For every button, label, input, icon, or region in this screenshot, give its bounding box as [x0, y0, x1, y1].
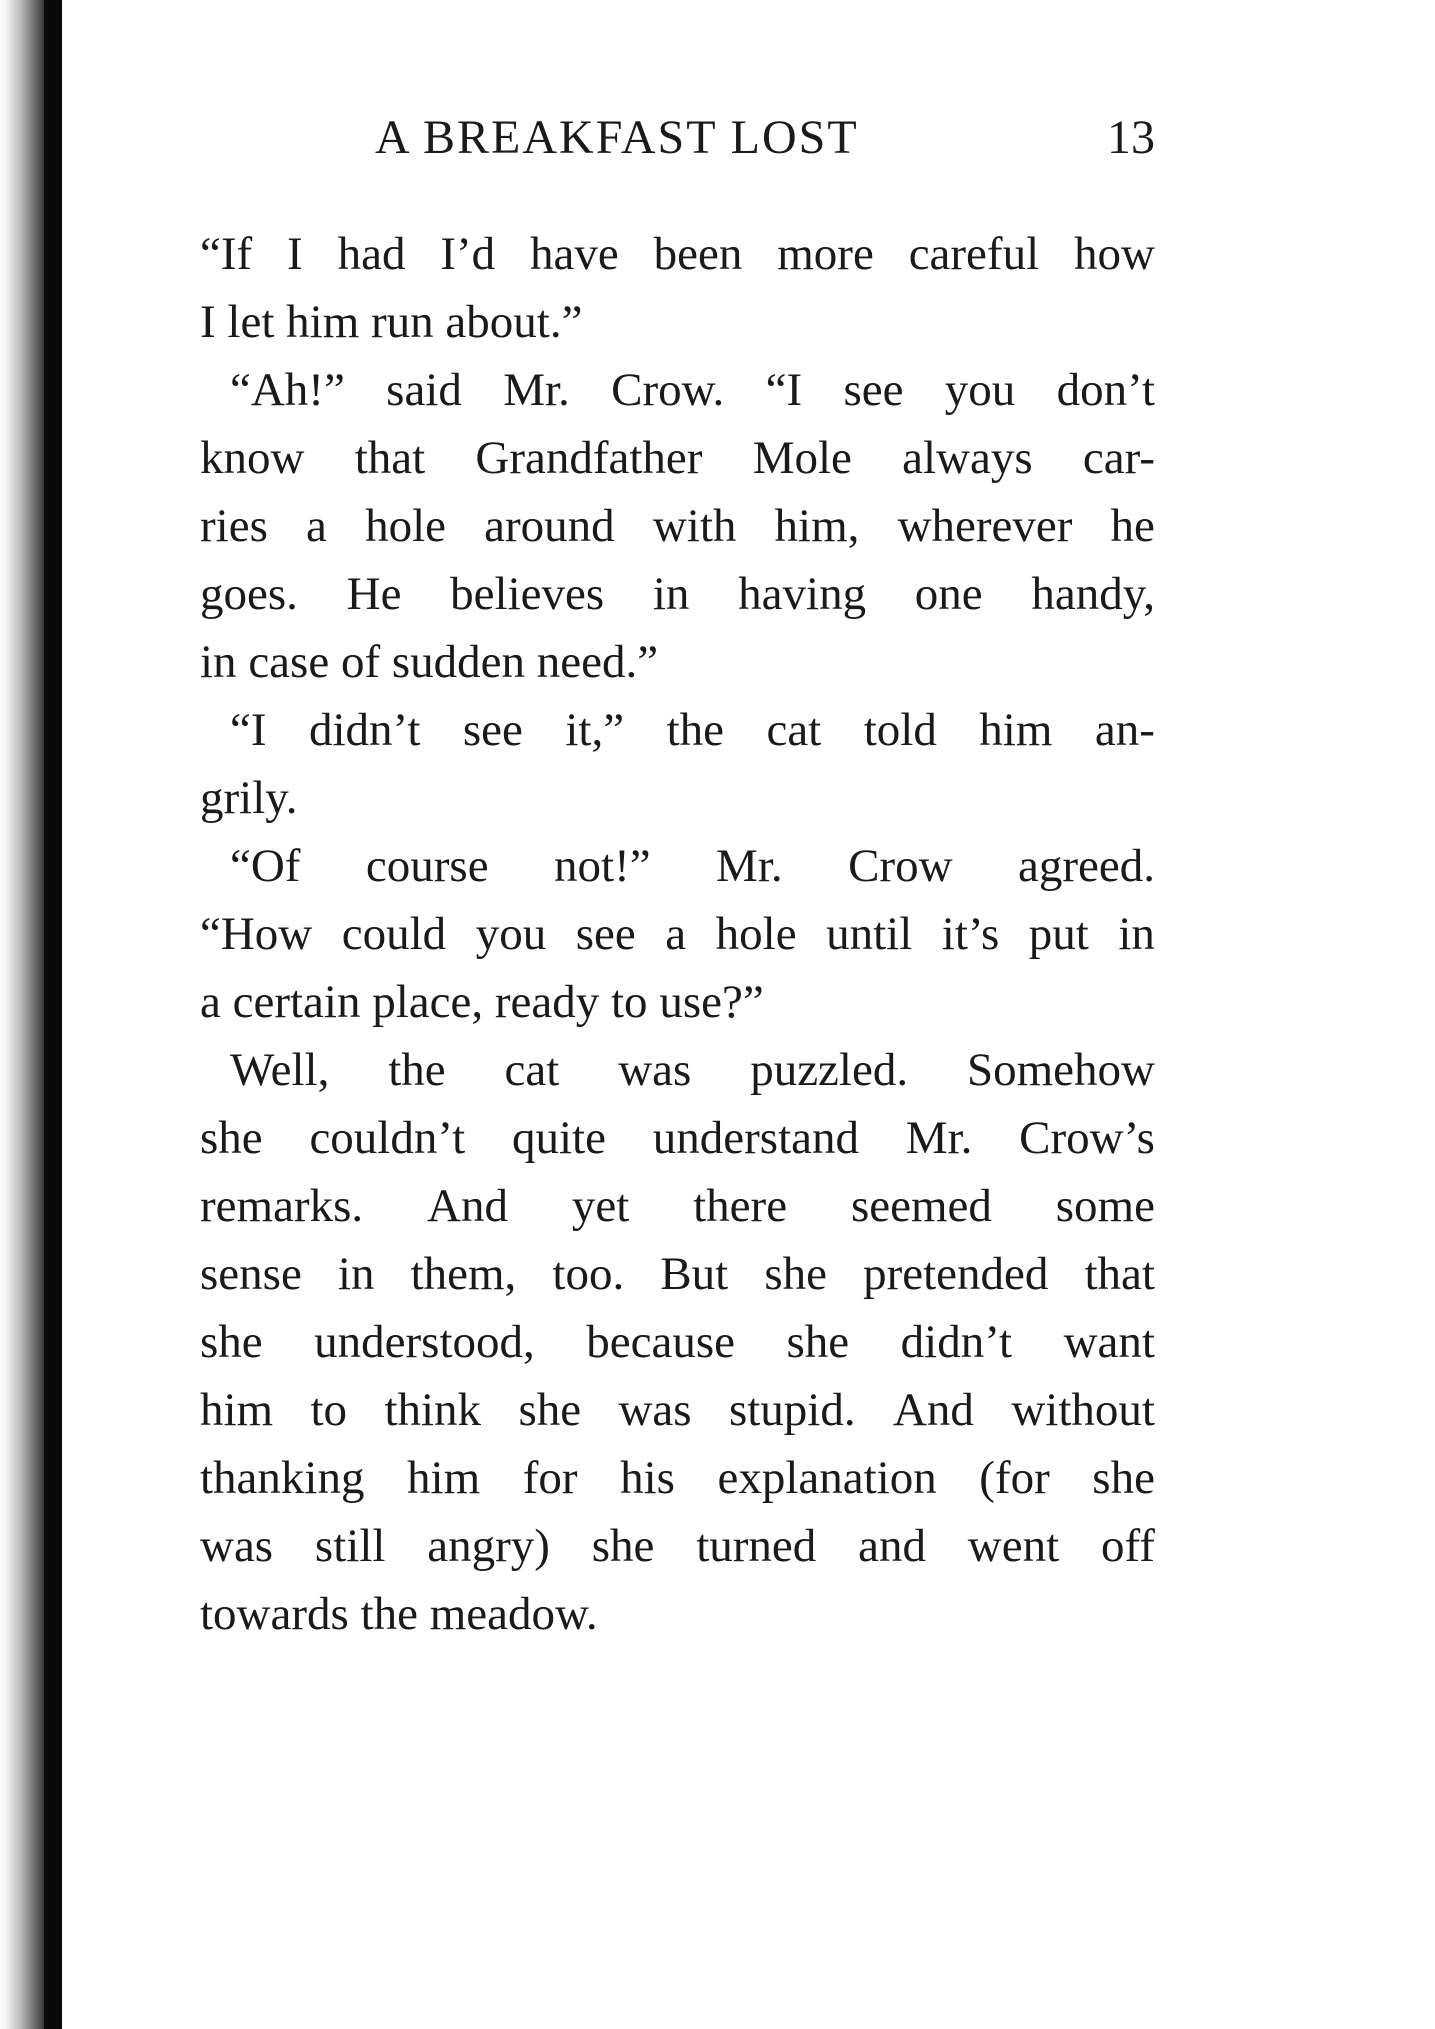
- word: Mr.: [503, 364, 570, 416]
- word: hole: [715, 908, 797, 960]
- word: one: [914, 568, 983, 620]
- word: “I: [765, 364, 803, 416]
- word: about.”: [445, 296, 583, 348]
- word: meadow.: [429, 1588, 598, 1640]
- word: she: [200, 1112, 263, 1164]
- word: more: [777, 228, 874, 280]
- word: and: [858, 1520, 926, 1572]
- word: you: [475, 908, 547, 960]
- word: off: [1100, 1520, 1155, 1572]
- word: want: [1063, 1316, 1155, 1368]
- word: Crow’s: [1019, 1112, 1155, 1164]
- word: she: [518, 1384, 582, 1436]
- word: don’t: [1056, 364, 1155, 416]
- word: not!”: [554, 840, 651, 892]
- word: Somehow: [966, 1044, 1155, 1096]
- text-line: [200, 1172, 1155, 1240]
- word: agreed.: [1017, 840, 1155, 892]
- word: sense: [200, 1248, 302, 1300]
- word: the: [388, 1044, 446, 1096]
- word: “I: [230, 704, 267, 756]
- word: run: [371, 296, 446, 348]
- word: she: [591, 1520, 655, 1572]
- word: know: [200, 432, 305, 484]
- word: see: [462, 704, 523, 756]
- word: seemed: [850, 1180, 992, 1232]
- word: she: [200, 1316, 263, 1368]
- word: case: [248, 636, 341, 688]
- word: in: [1118, 908, 1155, 960]
- page-header: [200, 110, 1155, 180]
- word: you: [944, 364, 1016, 416]
- word: too.: [552, 1248, 625, 1300]
- text-line: [200, 492, 1155, 560]
- word: she: [764, 1248, 827, 1300]
- page-number: 13: [1107, 111, 1155, 164]
- text-line: [200, 288, 1155, 356]
- word: there: [693, 1180, 788, 1232]
- word: been: [653, 228, 743, 280]
- word: angry): [427, 1520, 550, 1572]
- word: understand: [652, 1112, 859, 1164]
- word: have: [530, 228, 619, 280]
- word: that: [354, 432, 426, 484]
- text-line: [200, 1444, 1155, 1512]
- word: said: [386, 364, 462, 416]
- word: cat: [504, 1044, 560, 1096]
- word: hole: [365, 500, 446, 552]
- word: remarks.: [200, 1180, 364, 1232]
- text-line: [200, 356, 1155, 424]
- word: it’s: [941, 908, 1000, 960]
- book-spine-edge: [44, 0, 62, 2029]
- word: had: [337, 228, 406, 280]
- word: she: [786, 1316, 850, 1368]
- word: a: [665, 908, 687, 960]
- word: his: [620, 1452, 675, 1504]
- word: explanation: [717, 1452, 937, 1504]
- word: Well,: [230, 1044, 330, 1096]
- word: ries: [200, 500, 268, 552]
- word: use?”: [659, 976, 764, 1028]
- word: could: [341, 908, 447, 960]
- word: pretended: [863, 1248, 1049, 1300]
- word: until: [826, 908, 913, 960]
- text-line: [200, 1308, 1155, 1376]
- word: yet: [571, 1180, 630, 1232]
- word: him: [979, 704, 1053, 756]
- text-line: [200, 424, 1155, 492]
- word: how: [1074, 228, 1155, 280]
- word: Crow.: [611, 364, 725, 416]
- word: always: [902, 432, 1033, 484]
- word: the: [666, 704, 724, 756]
- word: in: [337, 1248, 375, 1300]
- word: him: [286, 296, 372, 348]
- word: that: [1084, 1248, 1155, 1300]
- word: was: [618, 1384, 692, 1436]
- word: sudden: [391, 636, 537, 688]
- text-line: [200, 764, 1155, 832]
- word: Mr.: [905, 1112, 973, 1164]
- word: towards: [200, 1588, 361, 1640]
- word: turned: [696, 1520, 817, 1572]
- word: (for: [979, 1452, 1050, 1504]
- word: goes.: [200, 568, 298, 620]
- word: puzzled.: [750, 1044, 909, 1096]
- word: in: [200, 636, 249, 688]
- text-line: [200, 1240, 1155, 1308]
- word: put: [1028, 908, 1089, 960]
- word: I: [287, 228, 303, 280]
- word: Grandfather: [475, 432, 703, 484]
- running-title: A BREAKFAST LOST: [375, 111, 859, 164]
- word: an-: [1094, 704, 1155, 756]
- word: ready: [494, 976, 611, 1028]
- word: without: [1011, 1384, 1155, 1436]
- word: didn’t: [308, 704, 421, 756]
- word: with: [652, 500, 737, 552]
- word: to: [611, 976, 660, 1028]
- word: in: [652, 568, 690, 620]
- word: him: [407, 1452, 481, 1504]
- word: Mr.: [716, 840, 783, 892]
- word: But: [660, 1248, 729, 1300]
- text-line: [200, 968, 1155, 1036]
- word: because: [586, 1316, 736, 1368]
- text-line: [200, 560, 1155, 628]
- text-line: [200, 220, 1155, 288]
- word: was: [200, 1520, 274, 1572]
- word: wherever: [897, 500, 1073, 552]
- word: stupid.: [728, 1384, 856, 1436]
- word: “If: [200, 228, 253, 280]
- word: him,: [774, 500, 860, 552]
- word: having: [738, 568, 867, 620]
- word: place,: [372, 976, 495, 1028]
- word: the: [360, 1588, 430, 1640]
- word: course: [365, 840, 489, 892]
- word: Mole: [752, 432, 852, 484]
- text-line: [200, 1104, 1155, 1172]
- word: And: [892, 1384, 974, 1436]
- word: need.”: [536, 636, 659, 688]
- word: handy,: [1031, 568, 1155, 620]
- word: “Of: [230, 840, 301, 892]
- word: I: [200, 296, 228, 348]
- word: was: [618, 1044, 692, 1096]
- text-line: [200, 1580, 1155, 1648]
- text-line: [200, 1376, 1155, 1444]
- word: see: [575, 908, 636, 960]
- word: careful: [908, 228, 1040, 280]
- word: “Ah!”: [230, 364, 345, 416]
- word: around: [484, 500, 615, 552]
- word: cat: [766, 704, 822, 756]
- text-line: [200, 900, 1155, 968]
- word: see: [843, 364, 904, 416]
- word: think: [384, 1384, 482, 1436]
- word: a: [200, 976, 233, 1028]
- word: believes: [450, 568, 605, 620]
- text-line: [200, 1036, 1155, 1104]
- word: I’d: [440, 228, 496, 280]
- word: still: [314, 1520, 386, 1572]
- word: some: [1055, 1180, 1155, 1232]
- word: she: [1092, 1452, 1155, 1504]
- text-line: [200, 628, 1155, 696]
- text-line: [200, 1512, 1155, 1580]
- word: car-: [1082, 432, 1155, 484]
- word: couldn’t: [309, 1112, 466, 1164]
- text-line: [200, 696, 1155, 764]
- word: “How: [200, 908, 313, 960]
- word: understood,: [314, 1316, 535, 1368]
- word: it,”: [565, 704, 625, 756]
- word: quite: [512, 1112, 606, 1164]
- word: told: [863, 704, 937, 756]
- word: And: [427, 1180, 508, 1232]
- word: them,: [410, 1248, 517, 1300]
- body-text: [200, 220, 1155, 1648]
- word: thanking: [200, 1452, 365, 1504]
- word: didn’t: [900, 1316, 1013, 1368]
- word: He: [346, 568, 402, 620]
- word: a: [306, 500, 327, 552]
- word: went: [967, 1520, 1060, 1572]
- word: for: [522, 1452, 578, 1504]
- word: Crow: [848, 840, 953, 892]
- word: him: [200, 1384, 274, 1436]
- word: he: [1110, 500, 1155, 552]
- word: to: [310, 1384, 348, 1436]
- word: certain: [232, 976, 373, 1028]
- word: of: [340, 636, 392, 688]
- text-line: [200, 832, 1155, 900]
- word: grily.: [200, 772, 298, 824]
- word: let: [227, 296, 287, 348]
